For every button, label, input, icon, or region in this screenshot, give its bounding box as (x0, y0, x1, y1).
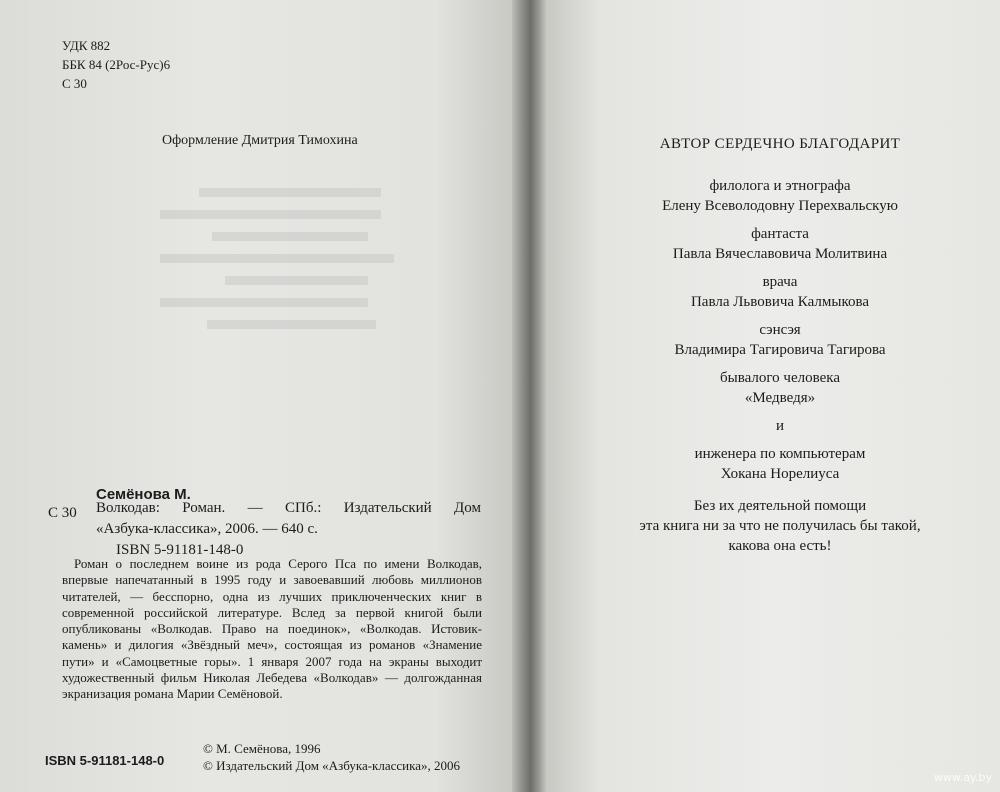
acknowledgement-entry (600, 224, 960, 264)
acknowledgement-entry (600, 368, 960, 408)
conjunction-text: и (775, 418, 785, 434)
entry-name: Хокана Норелиуса (720, 466, 840, 482)
bbk-code: ББК 84 (2Рос-Рус)6 (62, 57, 171, 72)
design-credit: Оформление Дмитрия Тимохина (162, 133, 358, 148)
closing-note (600, 496, 960, 556)
entry-name: Павла Львовича Калмыкова (690, 294, 870, 310)
acknowledgement-entry (600, 444, 960, 484)
classification-block (62, 38, 170, 92)
entry-name: Владимира Тагировича Тагирова (674, 342, 886, 358)
acknowledgement-heading: АВТОР СЕРДЕЧНО БЛАГОДАРИТ (659, 136, 901, 152)
bibliographic-entry (96, 498, 481, 561)
author-heading: Семёнова М. (96, 486, 191, 503)
acknowledgement-list (600, 176, 960, 556)
show-through-text (160, 175, 420, 375)
entry-role: фантаста (751, 226, 809, 242)
entry-name: «Медведя» (744, 390, 816, 406)
entry-role: врача (762, 274, 798, 290)
watermark: www.ay.by (933, 771, 992, 784)
bibliographic-line: «Азбука-классика», 2006. — 640 с. (96, 521, 318, 537)
entry-role: филолога и этнографа (709, 178, 851, 194)
copyright-block (203, 740, 460, 774)
book-gutter (512, 0, 546, 792)
acknowledgement-entry (600, 176, 960, 216)
entry-role: сэнсэя (759, 322, 801, 338)
isbn-line: ISBN 5-91181-148-0 (116, 542, 244, 558)
closing-line: Без их деятельной помощи (693, 498, 867, 514)
closing-line: какова она есть! (728, 538, 832, 554)
closing-line: эта книга ни за что не получилась бы такой, (639, 518, 921, 534)
entry-name: Павла Вячеславовича Молитвина (672, 246, 888, 262)
entry-name: Елену Всеволодовну Перехвальскую (662, 198, 898, 214)
acknowledgement-entry (600, 320, 960, 360)
isbn-bottom: ISBN 5-91181-148-0 (45, 753, 165, 768)
conjunction (600, 416, 960, 436)
copyright-publisher: © Издательский Дом «Азбука-классика», 2006 (203, 758, 460, 773)
annotation: Роман о последнем воине из рода Серого Пса по имени Волкодав, впервые напечатанный в 1995 году и завоевавший любовь миллионов читателей, — бесспорно, одна из лучших приключенческих книг в современной российской литературе. Вслед за первой книгой были опубликованы «Волкодав. Право на поединок», «Волкодав. Истовик-камень» и дилогия «Звёздный меч», состоящая из романов «Знамение пути» и «Самоцветные горы». 1 января 2007 года на экраны выходит художественный фильм Николая Лебедева «Волкодав» — долгожданная экранизация романа Марии Семёновой. (62, 556, 482, 702)
entry-role: бывалого человека (720, 370, 840, 386)
entry-role: инженера по компьютерам (694, 446, 866, 462)
udk-code: УДК 882 (62, 38, 111, 53)
acknowledgement-entry (600, 272, 960, 312)
author-mark: С 30 (62, 76, 87, 91)
catalog-code: С 30 (48, 505, 77, 521)
bibliographic-line: Волкодав: Роман. — СПб.: Издательский Дом (96, 500, 481, 516)
copyright-author: © М. Семёнова, 1996 (203, 741, 321, 756)
